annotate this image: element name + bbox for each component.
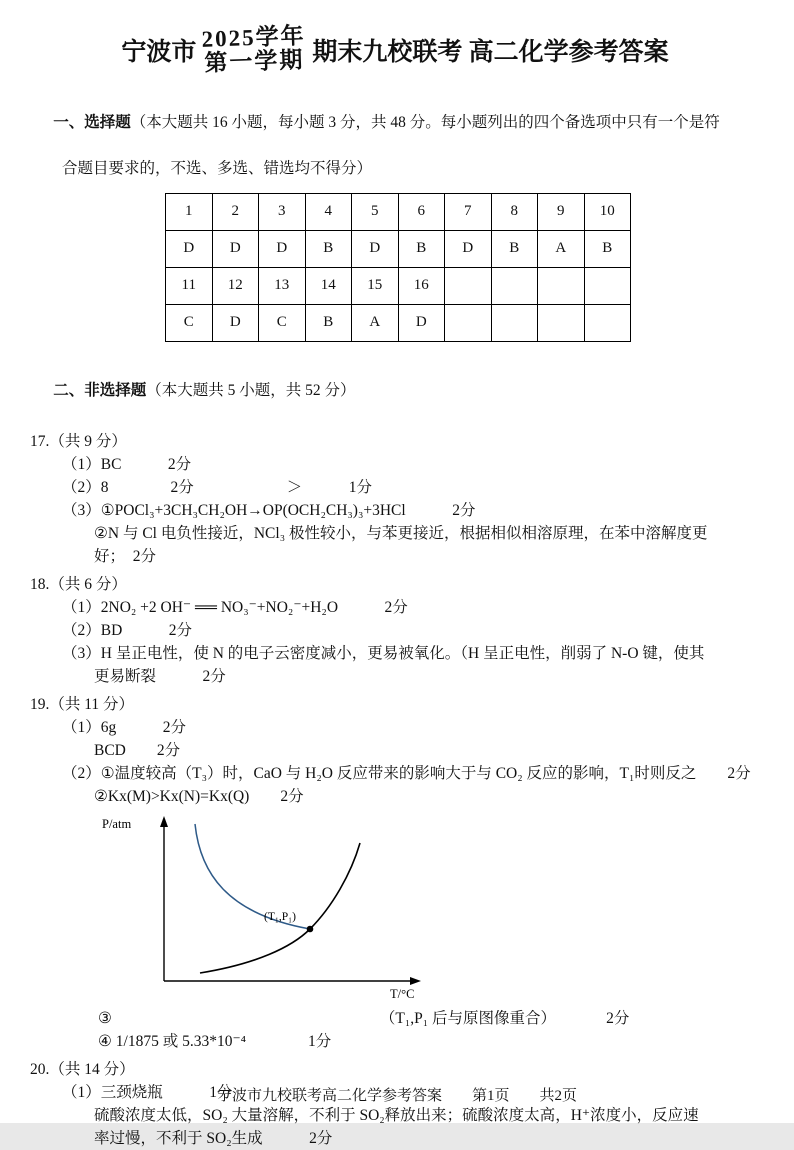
section-free-heading: 二、非选择题 (53, 381, 147, 399)
answer-line: ②N 与 Cl 电负性接近，NCl₃ 极性较小，与苯更接近，根据相似相溶原理，在苯中溶解度更 (94, 524, 708, 542)
section-free-intro (30, 356, 760, 425)
question-20-head: 20.（共 14 分） (30, 1060, 135, 1078)
answer-cell: 12 (212, 267, 259, 304)
answer-line: （1）6g 2分 (62, 718, 187, 736)
x-axis-arrow-icon (410, 977, 421, 985)
answer-cell: 15 (352, 267, 399, 304)
answer-cell: D (212, 230, 259, 267)
answer-line: BCD 2分 (94, 741, 181, 759)
pressure-temperature-graph (94, 812, 760, 1007)
answer-cell (445, 304, 492, 341)
intersection-point (307, 926, 314, 933)
answer-table (165, 193, 631, 342)
answer-cell: 13 (259, 267, 306, 304)
stamp-year: 2025学年 (201, 23, 307, 52)
answer-cell: C (166, 304, 213, 341)
answer-cell: D (166, 230, 213, 267)
increasing-curve (200, 843, 360, 973)
answer-line: （2）①温度较高（T₃）时，CaO 与 H₂O 反应带来的影响大于与 CO₂ 反应的影响，T₁时则反之 2分 (62, 764, 751, 782)
question-18 (30, 573, 760, 688)
answer-line-circle3 (30, 1007, 760, 1030)
answer-cell: 16 (398, 267, 445, 304)
answer-line: ④ 1/1875 或 5.33*10⁻⁴ 1分 (98, 1032, 332, 1050)
answer-cell: D (445, 230, 492, 267)
answer-line: （2）8 2分 ＞ 1分 (62, 478, 373, 496)
answer-cell: 14 (305, 267, 352, 304)
answer-cell: B (398, 230, 445, 267)
section-choice-desc2: 合题目要求的，不选、多选、错选均不得分） (62, 159, 373, 177)
answer-cell: A (352, 304, 399, 341)
answer-line: （3）H 呈正电性，使 N 的电子云密度减小，更易被氧化。（H 呈正电性，削弱了 N-O 键，使其 (62, 644, 705, 662)
answer-cell: D (212, 304, 259, 341)
answer-table-row (166, 267, 631, 304)
answer-cell (584, 267, 631, 304)
answer-cell: B (584, 230, 631, 267)
answer-cell: A (538, 230, 585, 267)
stamp-semester: 第一学期 (204, 47, 306, 76)
section-free-desc: （本大题共 5 小题，共 52 分） (146, 381, 356, 399)
answer-line: （1）2NO₂ +2 OH⁻ ══ NO₃⁻+NO₂⁻+H₂O 2分 (62, 598, 408, 616)
answer-line: ②Kx(M)>Kx(N)=Kx(Q) 2分 (94, 787, 304, 805)
answer-cell: 9 (538, 193, 585, 230)
answer-line: （1）三颈烧瓶 1分 (62, 1083, 233, 1101)
answer-cell (491, 267, 538, 304)
section-choice-desc1: （本大题共 16 小题，每小题 3 分，共 48 分。每小题列出的四个备选项中只有一个是符 (130, 113, 720, 131)
question-17 (30, 430, 760, 568)
point-label: (T₁,P₁) (264, 910, 296, 923)
answer-cell (538, 267, 585, 304)
answer-line: （3）①POCl₃+3CH₃CH₂OH→OP(OCH₂CH₃)₃+3HCl 2分 (62, 501, 476, 519)
answer-line: 率过慢，不利于 SO₂生成 2分 (94, 1129, 333, 1147)
answer-table-row (166, 304, 631, 341)
answer-cell: 1 (166, 193, 213, 230)
answer-cell (584, 304, 631, 341)
title-suffix: 期末九校联考 高二化学参考答案 (312, 38, 669, 66)
answer-cell (538, 304, 585, 341)
question-17-head: 17.（共 9 分） (30, 432, 127, 450)
answer-cell: B (491, 230, 538, 267)
section-free-line (30, 356, 760, 425)
answer-cell: B (305, 230, 352, 267)
answer-cell: D (259, 230, 306, 267)
answer-line: （1）BC 2分 (62, 455, 192, 473)
x-axis-label: T/°C (390, 986, 415, 1001)
answer-cell: D (352, 230, 399, 267)
y-axis-label: P/atm (102, 816, 132, 831)
answer-cell: D (398, 304, 445, 341)
answer-cell: 5 (352, 193, 399, 230)
answer-cell: 6 (398, 193, 445, 230)
graph-svg (94, 812, 434, 1002)
title-prefix: 宁波市 (121, 38, 197, 66)
page-footer: 宁波市九校联考高二化学参考答案 第1页 共2页 (216, 1088, 577, 1104)
answer-cell (445, 267, 492, 304)
answer-cell: 11 (166, 267, 213, 304)
answer-line: 更易断裂 2分 (94, 667, 226, 685)
question-19-head: 19.（共 11 分） (30, 695, 135, 713)
question-18-head: 18.（共 6 分） (30, 575, 127, 593)
answer-cell: 7 (445, 193, 492, 230)
section-choice-intro (30, 88, 760, 180)
item-note: （T₁,P₁ 后与原图像重合） (379, 1009, 557, 1027)
question-19 (30, 693, 760, 1053)
answer-table-row (166, 193, 631, 230)
answer-table-row (166, 230, 631, 267)
section-choice-line1 (30, 88, 760, 157)
answer-cell: C (259, 304, 306, 341)
answer-cell: 3 (259, 193, 306, 230)
item-score: 2分 (606, 1009, 630, 1027)
answer-line: 好； 2分 (94, 547, 157, 565)
title-stamp (202, 24, 308, 75)
answer-cell (491, 304, 538, 341)
document-title (30, 23, 760, 76)
answer-cell: B (305, 304, 352, 341)
answer-cell: 4 (305, 193, 352, 230)
answer-line: （2）BD 2分 (62, 621, 193, 639)
answer-line: 硫酸浓度太低，SO₂ 大量溶解，不利于 SO₂释放出来；硫酸浓度太高，H⁺浓度小，反应速 (94, 1106, 699, 1124)
answer-cell: 10 (584, 193, 631, 230)
answer-cell: 2 (212, 193, 259, 230)
y-axis-arrow-icon (160, 816, 168, 827)
section-choice-heading: 一、选择题 (53, 113, 131, 131)
item-marker: ③ (98, 1009, 112, 1027)
answer-cell: 8 (491, 193, 538, 230)
